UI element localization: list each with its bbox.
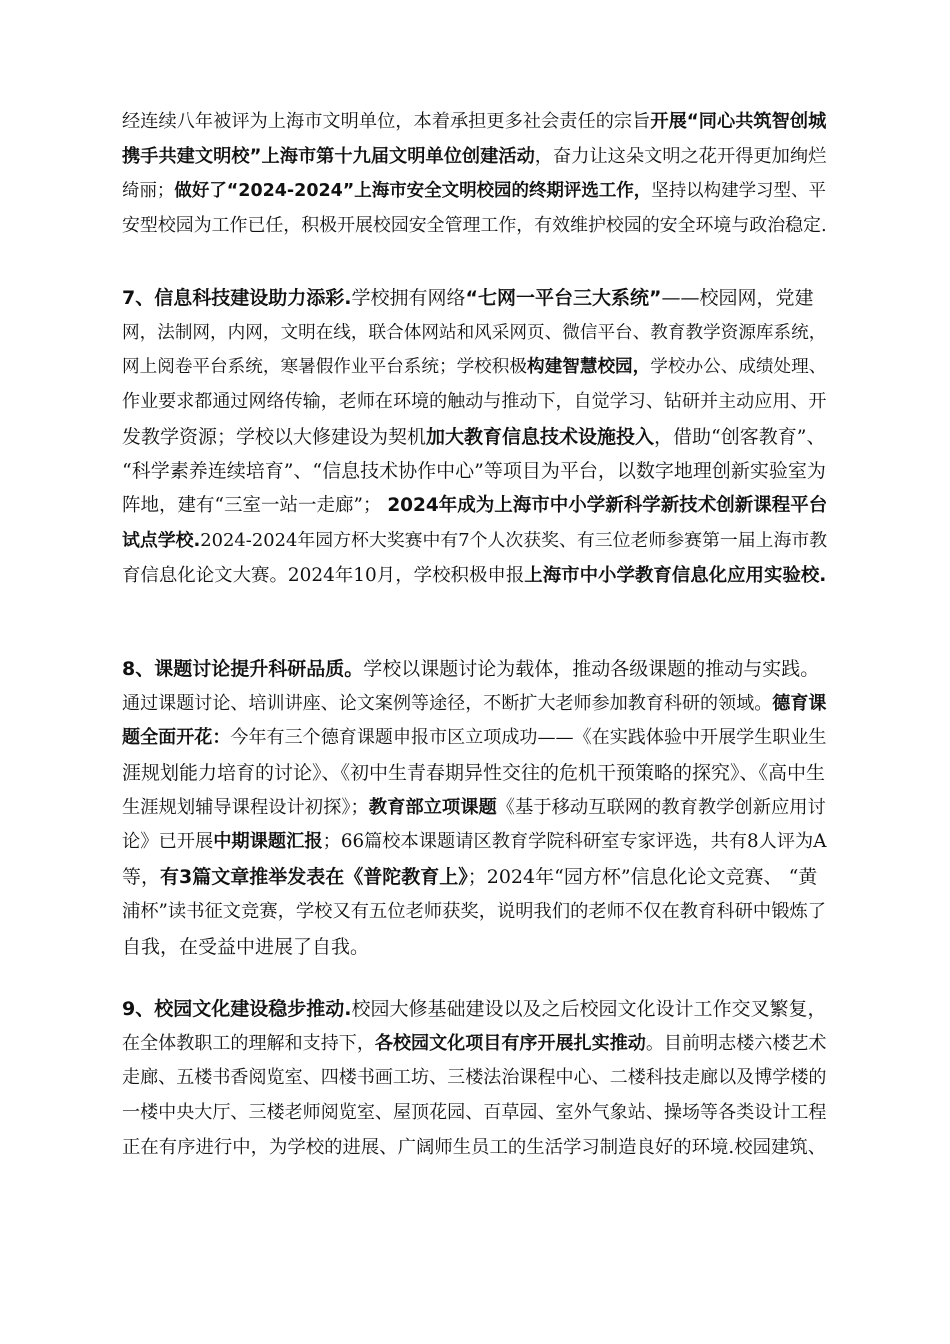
text-run: ；2024年“园方杯”信息化论文竞赛、 “黄 (467, 866, 818, 889)
bold-text: “七网一平台三大系统” (465, 287, 662, 309)
text-line (122, 140, 827, 175)
text-run: ，奋力让这朵文明之花开得更加绚烂 (534, 145, 827, 167)
bold-text: 开展“同心共筑智创城 (650, 111, 827, 132)
text-line (122, 420, 827, 455)
text-run: 坚持以构建学习型、平 (651, 181, 826, 202)
text-run: 经连续八年被评为上海市文明单位，本着承担更多社会责任的宗旨 (122, 111, 651, 132)
text-run: 正在有序进行中，为学校的进展、广阔师生员工的生活学习制造良好的环境.校园建筑、 (122, 1136, 827, 1158)
text-line (122, 992, 827, 1027)
text-line (122, 860, 827, 895)
bold-text: 7、信息科技建设助力添彩. (122, 287, 352, 309)
text-run: 作业要求都通过网络传输，老师在环境的触动与推动下，自觉学习、钻研并主动应用、开 (122, 391, 827, 413)
bold-text: 做好了“2024-2024”上海市安全文明校园的终期评选工作， (174, 181, 652, 202)
text-line (122, 687, 827, 722)
text-run: 通过课题讨论、培训讲座、论文案例等途径，不断扩大老师参加教育科研的领域。 (122, 692, 773, 714)
text-run: 网，法制网，内网，文明在线，联合体网站和风采网页、微信平台、教育教学资源库系统， (122, 322, 827, 343)
text-run: 走廊、五楼书香阅览室、四楼书画工坊、三楼法治课程中心、二楼科技走廊以及博学楼的 (122, 1067, 827, 1089)
text-line (122, 1061, 827, 1096)
bold-text: 各校园文化项目有序开展扎实推动 (374, 1032, 646, 1054)
bold-text: 加大教育信息技术设施投入 (426, 425, 655, 448)
text-line (122, 350, 827, 385)
bold-text: 9、校园文化建设稳步推动. (122, 998, 352, 1020)
bold-text: 构建智慧校园， (527, 357, 651, 378)
text-run: 一楼中央大厅、三楼老师阅览室、屋顶花园、百草园、室外气象站、操场等各类设计工程 (122, 1102, 827, 1124)
text-run: 学校办公、成绩处理、 (650, 357, 827, 378)
text-run: 阵地，建有“三室一站一走廊”； (122, 495, 388, 517)
paragraph-campus-culture (122, 992, 827, 1165)
text-run: 绮丽； (122, 181, 175, 202)
text-run: 《基于移动互联网的教育教学创新应用讨 (496, 796, 826, 818)
text-line (122, 1131, 827, 1166)
text-run: 发教学资源；学校以大修建设为契机 (122, 425, 427, 448)
text-line (122, 559, 827, 594)
bold-text: 中期课题汇报 (213, 831, 323, 853)
text-line (122, 105, 827, 140)
text-run: 自我，在受益中进展了自我。 (122, 935, 370, 958)
text-run: 网上阅卷平台系统，寒暑假作业平台系统；学校积极 (122, 357, 528, 378)
bold-text: 教育部立项课题 (368, 796, 497, 818)
paragraph-information-technology (122, 281, 827, 593)
bold-text: 携手共建文明校”上海市第十九届文明单位创建活动 (122, 145, 535, 167)
text-line (122, 930, 827, 965)
text-line (122, 1027, 827, 1062)
bold-text: 试点学校. (122, 529, 201, 551)
paragraph-civilization (122, 105, 827, 244)
bold-text: 有3篇文章推举发表在《普陀教育上》 (160, 866, 468, 889)
text-run: 在全体教职工的理解和支持下， (122, 1032, 375, 1054)
text-line (122, 489, 827, 524)
text-line (122, 174, 827, 209)
text-run: 安型校园为工作已任，积极开展校园安全管理工作，有效维护校园的安全环境与政治稳定. (122, 215, 827, 237)
text-line (122, 791, 827, 826)
text-line (122, 281, 827, 316)
text-run: ；66篇校本课题请区教育学院科研室专家评选，共有8人评为A (322, 831, 827, 853)
text-line (122, 721, 827, 756)
text-line (122, 524, 827, 559)
text-line (122, 1096, 827, 1131)
bold-text: 德育课 (772, 692, 827, 714)
text-run: 生涯规划辅导课程设计初探》； (122, 796, 369, 818)
bold-text: 题全面开花： (122, 727, 231, 749)
text-run: ，借助“创客教育”、 (654, 425, 826, 448)
text-line (122, 895, 827, 930)
text-run: 学校以课题讨论为载体，推动各级课题的推动与实践。 (363, 658, 820, 680)
text-run: 等， (122, 866, 161, 889)
text-line (122, 756, 827, 791)
text-line (122, 825, 827, 860)
bold-text: 2024年成为上海市中小学新科学新技术创新课程平台 (387, 495, 828, 517)
bold-text: 8、课题讨论提升科研品质。 (122, 658, 364, 680)
text-run: 。目前明志楼六楼艺术 (645, 1032, 827, 1054)
text-run: 今年有三个德育课题申报市区立项成功——《在实践体验中开展学生职业生 (230, 727, 827, 749)
text-run: 2024-2024年园方杯大奖赛中有7个人次获奖、有三位老师参赛第一届上海市教 (200, 529, 828, 551)
text-run: 涯规划能力培育的讨论》、《初中生青春期异性交往的危机干预策略的探究》、《高中生 (122, 762, 826, 785)
text-run: “科学素养连续培育”、“信息技术协作中心”等项目为平台，以数字地理创新实验室为 (122, 460, 826, 483)
text-line (122, 209, 827, 244)
text-run: 育信息化论文大赛。2024年10月，学校积极申报 (122, 564, 525, 586)
text-line (122, 316, 827, 351)
text-line (122, 385, 827, 420)
text-run: 学校拥有网络 (351, 287, 466, 309)
paragraph-research-topics (122, 652, 827, 964)
text-run: ——校园网，党建 (661, 287, 814, 309)
text-line (122, 652, 827, 687)
text-line (122, 454, 827, 489)
text-run: 校园大修基础建设以及之后校园文化设计工作交叉繁复， (351, 998, 827, 1020)
bold-text: 上海市中小学教育信息化应用实验校. (524, 564, 827, 586)
text-run: 浦杯”读书征文竞赛，学校又有五位老师获奖，说明我们的老师不仅在教育科研中锻炼了 (122, 900, 827, 922)
text-run: 论》已开展 (122, 831, 214, 853)
